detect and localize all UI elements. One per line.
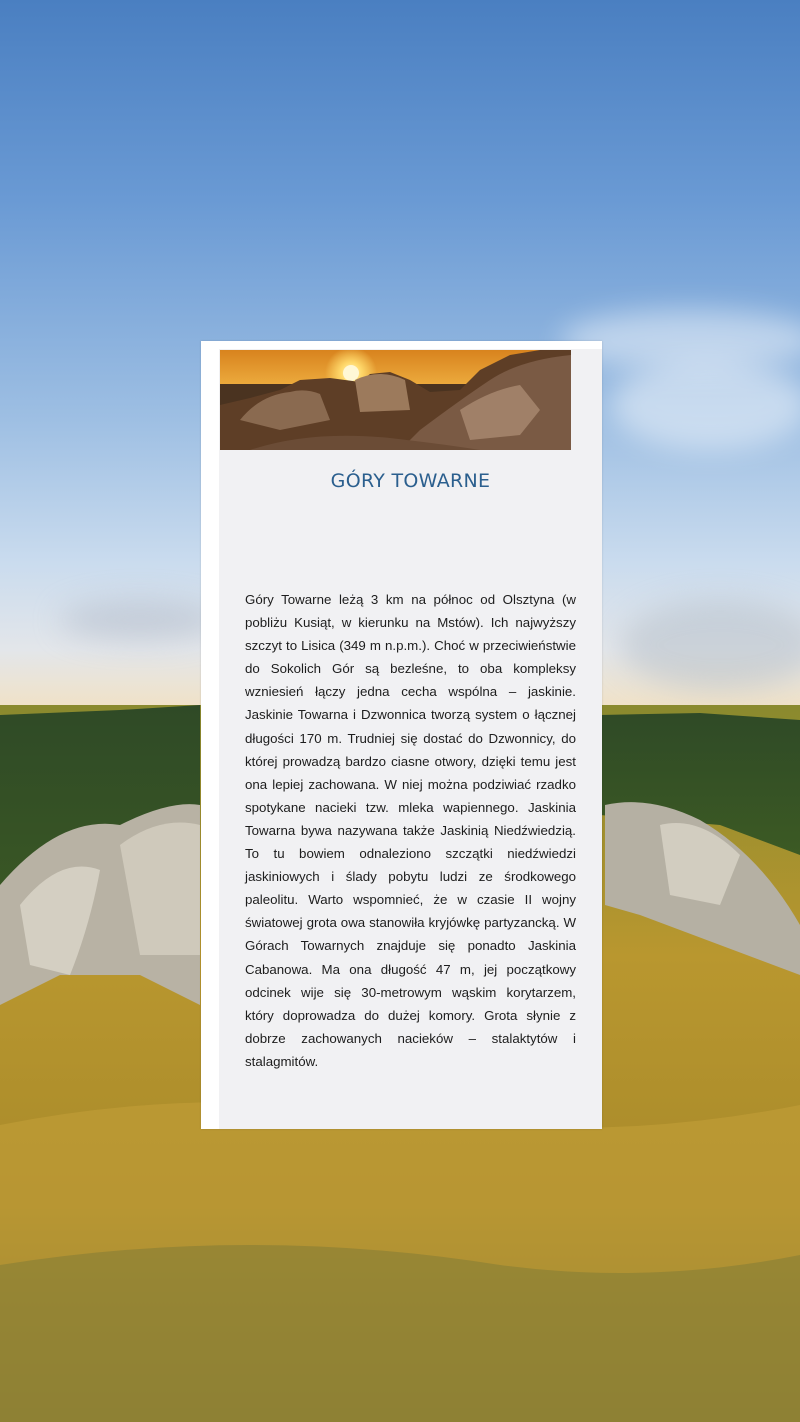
article-body-text: Góry Towarne leżą 3 km na północ od Olsztyna (w pobliżu Kusiąt, w kierunku na Mstów). Ich najwyższy szczyt to Lisica (349 m n.p.m.). Choć w przeciwieństwie do Sokolich Gór są bezleśne, to oba kompleksy wzniesień łączy jedna cecha wspólna – jaskinie. Jaskinie Towarna i Dzwonnica tworzą system o łącznej długości 170 m. Trudniej się dostać do Dzwonnicy, do której prowadzą bardzo ciasne otwory, dzięki temu jest ona lepiej zachowana. W niej można podziwiać rzadko spotykane nacieki tzw. mleka wapiennego. Jaskinia Towarna bywa nazywana także Jaskinią Niedźwiedzią. To tu bowiem odnaleziono szczątki niedźwiedzi jaskiniowych i ślady pobytu ludzi ze środkowego paleolitu. Warto wspomnieć, że w czasie II wojny światowej grota owa stanowiła kryjówkę partyzancką. W Górach Towarnych znajduje się ponadto Jaskinia Cabanowa. Ma ona długość 47 m, jej początkowy odcinek wije się 30-metrowym wąskim korytarzem, który doprowadza do dużej komory. Grota słynie z dobrze zachowanych nacieków – stalaktytów i stalagmitów. — [245, 592, 576, 1069]
article-panel — [201, 341, 602, 1129]
sunset-rocks-banner-image — [220, 350, 571, 450]
article-title: GÓRY TOWARNE — [330, 470, 491, 492]
